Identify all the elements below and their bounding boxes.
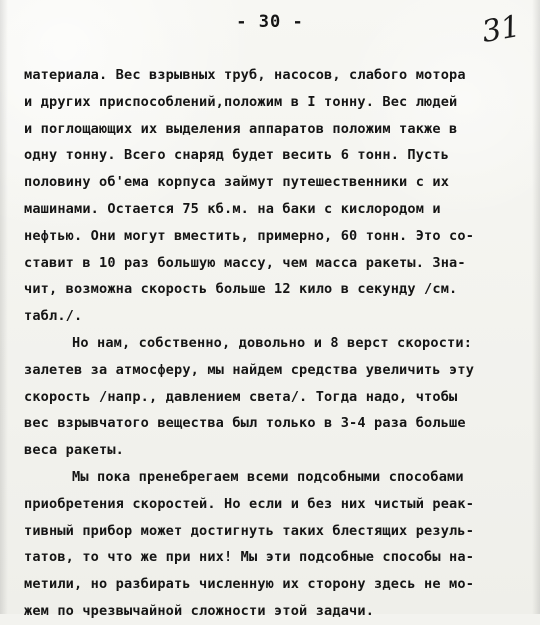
page-number: - 30 -	[236, 12, 304, 32]
text-line: скорость /напр., давлением света/. Тогда надо, чтобы	[24, 388, 458, 405]
text-line: метили, но разбирать численную их сторону здесь не мо-	[24, 576, 475, 593]
text-line: ставит в 10 раз большую массу, чем масса ракеты. Зна-	[24, 254, 466, 271]
text-line: тивный прибор может достигнуть таких блестящих резуль-	[24, 522, 475, 539]
handwritten-page-number: 31	[479, 8, 523, 51]
text-line: вес взрывчатого вещества был только в 3-4 раза больше	[24, 415, 466, 432]
text-line: татов, то что же при них! Мы эти подсобные способы на-	[24, 549, 475, 566]
scan-right-edge	[532, 0, 540, 614]
document-body	[24, 62, 520, 625]
text-line: и поглощающих их выделения аппаратов положим также в	[24, 120, 458, 137]
text-line: жем по чрезвычайной сложности этой задачи.	[24, 602, 375, 619]
text-line: чит, возможна скорость больше 12 кило в секунду /см.	[24, 281, 458, 298]
paragraph-start-line: Но нам, собственно, довольно и 8 верст скорости:	[72, 334, 473, 351]
text-line: одну тонну. Всего снаряд будет весить 6 тонн. Пусть	[24, 147, 450, 164]
text-line: веса ракеты.	[24, 442, 125, 459]
paragraph-start-line: Мы пока пренебрегаем всеми подсобными способами	[72, 468, 464, 485]
text-line: машинами. Остается 75 кб.м. на баки с кислородом и	[24, 200, 441, 217]
text-line: залетев за атмосферу, мы найдем средства увеличить эту	[24, 361, 475, 378]
text-line: половину об'ема корпуса займут путешественники с их	[24, 174, 450, 191]
scan-left-edge	[0, 0, 8, 614]
text-line: нефтью. Они могут вместить, примерно, 60 тонн. Это со-	[24, 227, 475, 244]
text-line: приобретения скоростей. Но если и без них чистый реак-	[24, 495, 475, 512]
text-line: табл./.	[24, 308, 83, 325]
text-line: материала. Вес взрывных труб, насосов, слабого мотора	[24, 67, 466, 83]
text-line: и других приспособлений,положим в I тонну. Вес людей	[24, 93, 458, 110]
